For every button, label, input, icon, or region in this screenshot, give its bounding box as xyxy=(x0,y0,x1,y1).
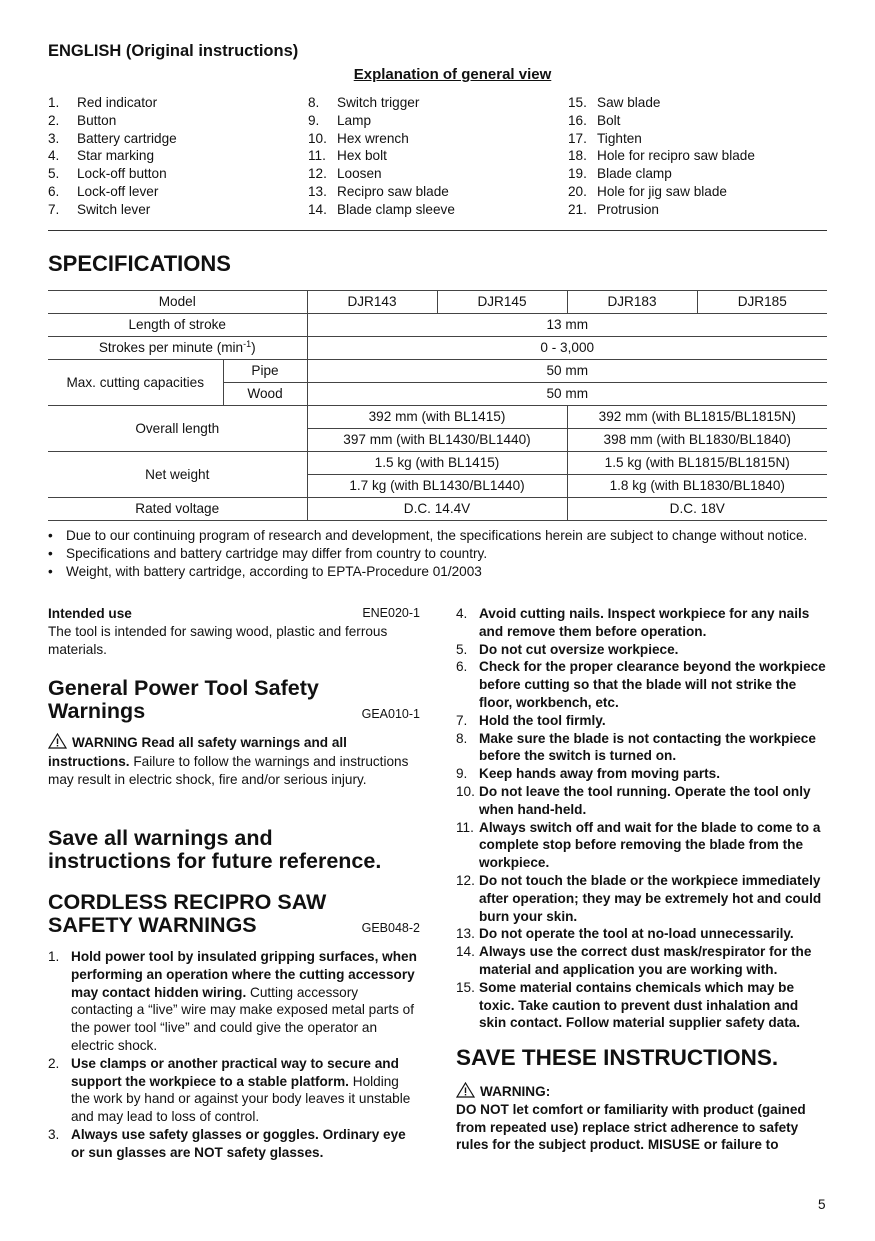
intended-use-text: The tool is intended for sawing wood, plastic and ferrous materials. xyxy=(48,623,388,657)
list-item: 3. Always use safety glasses or goggles. Ordinary eye or sun glasses are NOT safety glasses. xyxy=(48,1126,406,1160)
save-instructions-warning: WARNING: DO NOT let comfort or familiarity with product (gained from repeated use) replace strict adherence to safety rules for the subject product. MISUSE or failure to xyxy=(456,1082,828,1154)
general-warnings-title-line2: Warnings xyxy=(48,699,146,723)
list-item: 20. Hole for jig saw blade xyxy=(568,183,727,199)
section-code: GEA010-1 xyxy=(361,707,420,721)
general-warnings-section xyxy=(48,677,420,723)
list-item: 4. Avoid cutting nails. Inspect workpiece for any nails and remove them before operation. xyxy=(456,606,810,639)
page-number: 5 xyxy=(818,1197,826,1212)
list-item: 2. Button xyxy=(48,112,117,128)
list-item: 2. Use clamps or another practical way to secure and support the workpiece to a stable platform. Holding the work by hand or against your body leaves it unstable and may lead to loss of control. xyxy=(48,1055,411,1125)
table-cell: 392 mm (with BL1815/BL1815N) xyxy=(567,406,827,429)
bullet-note: • Weight, with battery cartridge, according to EPTA-Procedure 01/2003 xyxy=(48,563,827,581)
table-cell: 0 - 3,000 xyxy=(307,337,827,360)
list-item: 13. Do not operate the tool at no-load unnecessarily. xyxy=(456,926,794,942)
table-row xyxy=(48,452,827,475)
specifications-heading: SPECIFICATIONS xyxy=(48,251,231,276)
list-item: 17. Tighten xyxy=(568,130,642,146)
table-row xyxy=(48,337,827,360)
list-item: 5. Do not cut oversize workpiece. xyxy=(456,641,679,657)
table-row xyxy=(48,291,827,314)
general-view-column-1 xyxy=(48,94,177,219)
intended-use-heading: Intended use xyxy=(48,606,132,621)
table-cell: 392 mm (with BL1415) xyxy=(307,406,567,429)
table-cell: Net weight xyxy=(48,452,307,498)
save-instructions-text: DO NOT let comfort or familiarity with product (gained from repeated use) replace strict adherence to safety rules for the subject product. MISUSE or failure to xyxy=(456,1101,806,1153)
list-item: 5. Lock-off button xyxy=(48,166,167,182)
general-warning-paragraph: WARNING Read all safety warnings and all instructions. Failure to follow the warnings and instructions may result in electric shock, fire and/or serious injury. xyxy=(48,735,409,788)
list-item: 12. Do not touch the blade or the workpiece immediately after operation; they may be extremely hot and could burn your skin. xyxy=(456,872,822,924)
warning-triangle-icon xyxy=(48,733,67,749)
table-row xyxy=(48,314,827,337)
list-item: 11. Hex bolt xyxy=(308,148,387,164)
list-item: 18. Hole for recipro saw blade xyxy=(568,148,755,164)
table-cell: 1.8 kg (with BL1830/BL1840) xyxy=(567,475,827,498)
table-cell: D.C. 18V xyxy=(567,498,827,521)
list-item: 19. Blade clamp xyxy=(568,166,672,182)
list-item: 1. Hold power tool by insulated gripping surfaces, when performing an operation where the cutting accessory may contact hidden wiring. Cutting accessory contacting a “live” wire may make exposed metal parts of the power tool “live” and could give the operator an electric shock. xyxy=(48,949,417,1053)
table-cell: 13 mm xyxy=(307,314,827,337)
save-instructions-heading: SAVE THESE INSTRUCTIONS. xyxy=(456,1045,779,1070)
table-cell: D.C. 14.4V xyxy=(307,498,567,521)
language-heading: ENGLISH (Original instructions) xyxy=(48,42,299,60)
list-item: 16. Bolt xyxy=(568,112,621,128)
list-item: 12. Loosen xyxy=(308,166,382,182)
table-cell: DJR183 xyxy=(567,291,697,314)
recipro-warnings-heading: CORDLESS RECIPRO SAW SAFETY WARNINGS GEB048-2 xyxy=(48,890,420,937)
list-item: 8. Make sure the blade is not contacting the workpiece before the switch is turned on. xyxy=(456,730,816,764)
general-warnings-title-line1: General Power Tool Safety xyxy=(48,676,319,700)
divider xyxy=(48,230,827,231)
recipro-warnings-list-right xyxy=(456,605,828,1032)
list-item: 9. Lamp xyxy=(308,112,372,128)
specifications-table xyxy=(48,290,827,521)
list-item: 7. Hold the tool firmly. xyxy=(456,712,606,728)
list-item: 21. Protrusion xyxy=(568,201,659,217)
table-cell: Rated voltage xyxy=(48,498,307,521)
table-row xyxy=(48,406,827,429)
list-item: 13. Recipro saw blade xyxy=(308,183,449,199)
bullet-note: • Due to our continuing program of research and development, the specifications herein are subject to change without notice. xyxy=(48,527,827,545)
list-item: 8. Switch trigger xyxy=(308,95,420,110)
list-item: 14. Always use the correct dust mask/respirator for the material and application you are working with. xyxy=(456,944,812,977)
list-item: 6. Lock-off lever xyxy=(48,183,159,199)
table-cell: Wood xyxy=(223,383,307,406)
section-code: ENE020-1 xyxy=(362,606,420,620)
table-cell: DJR143 xyxy=(307,291,437,314)
list-item: 3. Battery cartridge xyxy=(48,130,177,146)
list-item: 1. Red indicator xyxy=(48,95,158,110)
bullet-note: • Specifications and battery cartridge may differ from country to country. xyxy=(48,545,827,563)
warning-triangle-icon xyxy=(456,1082,475,1098)
table-cell: Overall length xyxy=(48,406,307,452)
list-item: 4. Star marking xyxy=(48,148,155,164)
general-view-column-2 xyxy=(308,94,455,219)
intended-use-section xyxy=(48,605,420,658)
table-row xyxy=(48,498,827,521)
list-item: 9. Keep hands away from moving parts. xyxy=(456,766,720,782)
table-cell: 397 mm (with BL1430/BL1440) xyxy=(307,429,567,452)
table-cell: Strokes per minute $(\min^{-1})$ xyxy=(48,337,307,360)
table-cell: 1.7 kg (with BL1430/BL1440) xyxy=(307,475,567,498)
general-view-title: Explanation of general view xyxy=(353,66,552,83)
save-warnings-heading: Save all warnings and instructions for future reference. xyxy=(48,826,382,873)
list-item: 6. Check for the proper clearance beyond the workpiece before cutting so that the blade will not strike the floor, workbench, etc. xyxy=(456,659,826,710)
table-cell: Pipe xyxy=(223,360,307,383)
table-cell: 50 mm xyxy=(307,383,827,406)
list-item: 7. Switch lever xyxy=(48,201,151,217)
list-item: 10. Hex wrench xyxy=(308,130,409,146)
table-cell: Length of stroke xyxy=(48,314,307,337)
table-cell: 50 mm xyxy=(307,360,827,383)
table-row xyxy=(48,360,827,383)
list-item: 10. Do not leave the tool running. Operate the tool only when hand-held. xyxy=(456,783,811,817)
table-cell: 398 mm (with BL1830/BL1840) xyxy=(567,429,827,452)
table-cell: 1.5 kg (with BL1415) xyxy=(307,452,567,475)
list-item: 15. Saw blade xyxy=(568,95,661,110)
specification-notes xyxy=(48,527,827,580)
table-cell: DJR145 xyxy=(437,291,567,314)
list-item: 14. Blade clamp sleeve xyxy=(308,201,455,217)
table-cell: DJR185 xyxy=(697,291,827,314)
list-item: 11. Always switch off and wait for the blade to come to a complete stop before removing the blade from the workpiece. xyxy=(456,819,821,871)
table-cell: 1.5 kg (with BL1815/BL1815N) xyxy=(567,452,827,475)
recipro-warnings-list-left xyxy=(48,948,420,1162)
section-code: GEB048-2 xyxy=(361,921,420,935)
list-item: 15. Some material contains chemicals which may be toxic. Take caution to prevent dust inhalation and skin contact. Follow material supplier safety data. xyxy=(456,979,801,1031)
table-cell: Max. cutting capacities xyxy=(48,360,223,406)
general-view-column-3 xyxy=(568,94,755,219)
table-cell: Model xyxy=(48,291,307,314)
